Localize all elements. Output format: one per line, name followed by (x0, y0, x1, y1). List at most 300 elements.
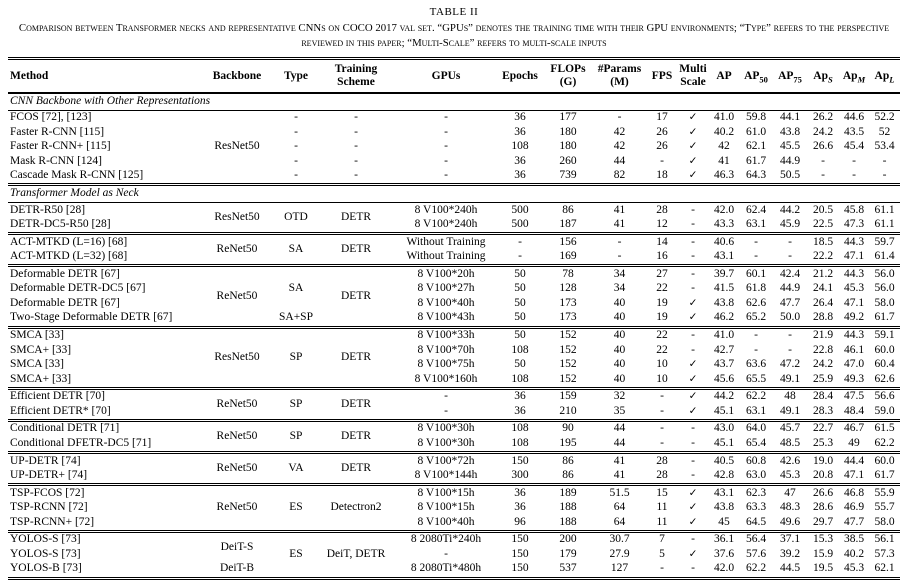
value-cell: 50.5 (779, 169, 801, 182)
value-cell: 36 (514, 111, 526, 124)
value-cell: 42.8 (713, 469, 735, 482)
value-cell: DeiT-S (220, 540, 254, 553)
value-cell: ReNet50 (216, 461, 258, 474)
table-row (8, 296, 900, 311)
value-cell: 34 (613, 267, 626, 280)
value-cell: ReNet50 (216, 242, 258, 255)
value-cell: - (788, 343, 792, 356)
value-cell: 47 (784, 486, 796, 499)
value-cell: - (882, 169, 887, 182)
value-cell: 41 (718, 154, 730, 167)
value-cell: 11 (656, 501, 668, 514)
method-group (8, 388, 900, 420)
column-header-method: Method (8, 59, 198, 93)
method-group (8, 203, 900, 234)
value-cell: 45.8 (843, 203, 865, 216)
value-cell: 36 (514, 125, 526, 138)
value-cell: 43.8 (713, 296, 735, 309)
value-cell: 44.4 (843, 454, 865, 467)
check-icon: ✓ (688, 501, 698, 514)
table-row (8, 154, 900, 169)
value-cell: 28 (656, 454, 668, 467)
value-cell: DETR (340, 429, 372, 442)
value-cell: 59.0 (874, 404, 895, 417)
value-cell: 46.3 (713, 169, 735, 182)
check-icon: ✓ (688, 390, 698, 403)
value-cell: - (617, 235, 622, 248)
value-cell: DETR (340, 461, 372, 474)
value-cell: 47.7 (779, 296, 801, 309)
value-cell: 127 (610, 562, 629, 575)
value-cell: 32 (613, 390, 626, 403)
value-cell: 48.4 (843, 404, 865, 417)
value-cell: 62.6 (745, 296, 767, 309)
value-cell: 179 (559, 547, 577, 560)
check-icon: ✓ (688, 486, 698, 499)
method-cell: UP-DETR [74] (10, 454, 81, 467)
value-cell: 152 (559, 358, 577, 371)
table-row (8, 469, 900, 485)
value-cell: 17 (656, 111, 668, 124)
value-cell: - (660, 562, 664, 575)
value-cell: 187 (559, 218, 577, 231)
value-cell: - (518, 235, 522, 248)
value-cell: 188 (559, 501, 577, 514)
value-cell: - (852, 169, 856, 182)
value-cell: 26.2 (812, 111, 834, 124)
value-cell: 22.7 (812, 422, 834, 435)
value-cell: 47.1 (843, 250, 865, 263)
value-cell: 42 (613, 140, 626, 153)
column-header-flops-g: FLOPs (G) (544, 59, 592, 93)
value-cell: 156 (559, 235, 577, 248)
method-cell: Faster R-CNN [115] (10, 125, 105, 138)
value-cell: 36 (514, 501, 526, 514)
value-cell: - (691, 562, 695, 575)
value-cell: 36.1 (713, 533, 735, 546)
value-cell: 739 (559, 169, 577, 182)
value-cell: ES (289, 501, 303, 514)
value-cell: 61.7 (874, 311, 895, 324)
value-cell: - (821, 154, 825, 167)
value-cell: 8 2080Ti*240h (410, 533, 482, 546)
value-cell: - (691, 235, 695, 248)
value-cell: 57.6 (745, 547, 767, 560)
value-cell: 96 (514, 515, 526, 528)
value-cell: 49.6 (779, 515, 801, 528)
value-cell: 58.0 (874, 515, 895, 528)
value-cell: 44.3 (843, 235, 865, 248)
value-cell: ResNet50 (214, 210, 260, 223)
table-caption-text: Comparison between Transformer necks and representative CNNs on COCO 2017 val set. “GPUs” denotes the training time with their GPU environments; “Type” refers to the perspective reviewed in this paper; “Multi-Scale” refers to multi-scale inputs (18, 22, 890, 49)
column-header-ap-s: $Ap_S$ (807, 59, 839, 93)
value-cell: 150 (511, 454, 529, 467)
value-cell: 21.9 (812, 329, 834, 342)
value-cell: 62.3 (745, 486, 767, 499)
value-cell: - (660, 422, 664, 435)
value-cell: 150 (511, 562, 529, 575)
value-cell: 177 (559, 111, 577, 124)
value-cell: 8 V100*75h (417, 358, 475, 371)
method-group (8, 531, 900, 578)
value-cell: 42.6 (779, 454, 801, 467)
value-cell: 65.2 (745, 311, 767, 324)
value-cell: 37.1 (779, 533, 801, 546)
value-cell: 36 (514, 404, 526, 417)
value-cell: 14 (656, 235, 668, 248)
value-cell: 8 V100*43h (417, 311, 475, 324)
value-cell: 57.3 (874, 547, 895, 560)
table-row (8, 501, 900, 516)
value-cell: - (882, 154, 887, 167)
value-cell: - (444, 111, 448, 124)
value-cell: 46.9 (843, 501, 865, 514)
value-cell: 180 (559, 140, 577, 153)
value-cell: 61.7 (745, 154, 767, 167)
value-cell: 49.2 (843, 311, 865, 324)
method-cell: YOLOS-S [73] (10, 533, 81, 546)
value-cell: 63.3 (745, 501, 767, 514)
method-cell: TSP-RCNN [72] (10, 501, 88, 514)
column-header-multi-scale: Multi Scale (677, 59, 709, 93)
value-cell: - (691, 329, 695, 342)
value-cell: - (354, 169, 358, 182)
method-cell: Faster R-CNN+ [115] (10, 140, 111, 153)
value-cell: - (444, 125, 448, 138)
value-cell: 24.2 (812, 358, 834, 371)
value-cell: 44.2 (713, 390, 735, 403)
value-cell: 60.1 (745, 267, 767, 280)
value-cell: - (294, 154, 298, 167)
value-cell: - (444, 547, 448, 560)
value-cell: 78 (562, 267, 574, 280)
value-cell: 44.2 (779, 203, 801, 216)
check-icon: ✓ (688, 515, 698, 528)
method-cell: YOLOS-B [73] (10, 562, 82, 575)
value-cell: - (788, 329, 792, 342)
value-cell: Without Training (406, 250, 486, 263)
value-cell: - (444, 169, 448, 182)
value-cell: 43.0 (713, 422, 735, 435)
value-cell: 195 (559, 436, 577, 449)
column-header-ap-l: $Ap_L$ (869, 59, 900, 93)
value-cell: ReNet50 (216, 289, 258, 302)
value-cell: - (294, 125, 298, 138)
value-cell: 28.3 (812, 404, 834, 417)
value-cell: 45.1 (713, 404, 735, 417)
table-row (8, 358, 900, 373)
value-cell: 8 V100*40h (417, 515, 475, 528)
value-cell: - (354, 111, 358, 124)
value-cell (677, 296, 709, 311)
value-cell (677, 485, 709, 501)
value-cell: - (444, 404, 448, 417)
value-cell: 10 (656, 358, 668, 371)
value-cell: 52.2 (874, 111, 895, 124)
value-cell: - (788, 250, 792, 263)
value-cell: 42.0 (713, 203, 735, 216)
table-row (8, 203, 900, 218)
value-cell: 210 (559, 404, 577, 417)
method-group (8, 453, 900, 485)
value-cell (677, 110, 709, 125)
value-cell: 52 (878, 125, 891, 138)
method-group (8, 485, 900, 532)
value-cell: 18 (656, 169, 668, 182)
value-cell: 22 (656, 282, 668, 295)
value-cell: 62.2 (745, 390, 767, 403)
value-cell: 43.5 (843, 125, 865, 138)
table-row (8, 140, 900, 155)
value-cell: DETR (340, 210, 372, 223)
value-cell: 8 V100*30h (417, 436, 475, 449)
value-cell: ReNet50 (216, 501, 258, 514)
value-cell: 44.3 (843, 329, 865, 342)
value-cell: - (660, 436, 664, 449)
comparison-table (8, 57, 900, 579)
method-cell: Two-Stage Deformable DETR [67] (10, 311, 173, 324)
value-cell: 45.3 (843, 282, 865, 295)
value-cell: 44 (613, 154, 626, 167)
value-cell: 108 (511, 422, 529, 435)
value-cell: 51.5 (609, 486, 630, 499)
value-cell: 26.4 (812, 296, 834, 309)
value-cell: 44.1 (779, 111, 801, 124)
value-cell: - (354, 154, 358, 167)
value-cell: 42 (613, 125, 626, 138)
value-cell: 86 (562, 469, 574, 482)
value-cell: 47.1 (843, 469, 865, 482)
value-cell: 61.8 (745, 282, 767, 295)
value-cell: 44.5 (779, 562, 801, 575)
value-cell: 24.2 (812, 125, 834, 138)
value-cell: - (691, 469, 695, 482)
value-cell: 46.2 (713, 311, 735, 324)
value-cell: 22 (656, 329, 668, 342)
value-cell: 40 (613, 311, 626, 324)
method-group (8, 234, 900, 266)
value-cell: SA (288, 242, 304, 255)
check-icon: ✓ (688, 404, 698, 417)
table-row (8, 311, 900, 327)
column-header-backbone: Backbone (198, 59, 276, 93)
value-cell: 8 V100*40h (417, 296, 475, 309)
value-cell: 8 V100*15h (417, 501, 475, 514)
value-cell: 150 (511, 547, 529, 560)
value-cell: - (754, 329, 758, 342)
value-cell: 22.8 (812, 343, 834, 356)
value-cell: 11 (656, 515, 668, 528)
value-cell: 152 (559, 372, 577, 385)
value-cell: 55.9 (874, 486, 895, 499)
value-cell: VA (288, 461, 304, 474)
value-cell: 15.3 (812, 533, 834, 546)
value-cell: 45.1 (713, 436, 735, 449)
table-row (8, 282, 900, 297)
value-cell: 59.1 (874, 329, 895, 342)
value-cell: 62.1 (874, 562, 895, 575)
method-cell: FCOS [72], [123] (10, 111, 92, 124)
value-cell: 64.5 (745, 515, 767, 528)
value-cell: - (691, 250, 695, 263)
value-cell: 37.6 (713, 547, 735, 560)
value-cell: ReNet50 (216, 429, 258, 442)
value-cell: 44 (613, 422, 626, 435)
value-cell (677, 154, 709, 169)
table-row (8, 531, 900, 547)
method-cell: UP-DETR+ [74] (10, 469, 88, 482)
value-cell: - (617, 111, 622, 124)
value-cell: 44.3 (843, 267, 865, 280)
value-cell: 63.6 (745, 358, 767, 371)
value-cell: - (821, 169, 825, 182)
value-cell: 49.1 (779, 404, 801, 417)
value-cell: - (691, 203, 695, 216)
method-cell: SMCA+ [33] (10, 372, 72, 385)
value-cell: 28 (656, 469, 668, 482)
value-cell (677, 125, 709, 140)
value-cell: 45.7 (779, 422, 801, 435)
value-cell: 59.7 (874, 235, 895, 248)
value-cell: - (660, 154, 664, 167)
value-cell: DETR (340, 289, 372, 302)
value-cell: 47.1 (843, 296, 865, 309)
value-cell: - (444, 154, 448, 167)
value-cell: 63.0 (745, 469, 767, 482)
table-row (8, 453, 900, 469)
value-cell: 60.0 (874, 343, 895, 356)
value-cell: 200 (559, 533, 577, 546)
value-cell: 50 (514, 282, 526, 295)
method-cell: DETR-DC5-R50 [28] (10, 218, 111, 231)
value-cell: 8 V100*27h (417, 282, 475, 295)
value-cell: 128 (559, 282, 577, 295)
value-cell: 82 (613, 169, 626, 182)
value-cell: 60.0 (874, 454, 895, 467)
value-cell: 36 (514, 154, 526, 167)
value-cell: 8 V100*30h (417, 422, 475, 435)
value-cell: 50 (514, 296, 526, 309)
value-cell: 60.4 (874, 358, 895, 371)
value-cell: 150 (511, 533, 529, 546)
value-cell: 42.7 (713, 343, 735, 356)
value-cell: 28 (656, 203, 668, 216)
value-cell: - (754, 235, 758, 248)
value-cell: 8 V100*240h (414, 218, 478, 231)
value-cell: 45.3 (779, 469, 801, 482)
value-cell: 22.2 (812, 250, 834, 263)
table-row (8, 436, 900, 452)
value-cell: 44.9 (779, 282, 801, 295)
value-cell: 45 (718, 515, 730, 528)
value-cell: 44.6 (843, 111, 865, 124)
column-header-ap: AP (709, 59, 739, 93)
value-cell: 63.1 (745, 404, 767, 417)
value-cell: 47.5 (843, 390, 865, 403)
value-cell: 43.1 (713, 486, 735, 499)
value-cell: 64.3 (745, 169, 767, 182)
value-cell: 41.0 (713, 329, 735, 342)
table-row (8, 266, 900, 282)
table-row (8, 234, 900, 250)
value-cell: - (444, 390, 448, 403)
value-cell: 64 (613, 501, 626, 514)
value-cell: - (691, 282, 695, 295)
value-cell: 21.2 (812, 267, 834, 280)
value-cell: 173 (559, 296, 577, 309)
table-row (8, 485, 900, 501)
value-cell: 8 V100*240h (414, 203, 478, 216)
value-cell: 48.5 (779, 436, 801, 449)
value-cell: 62.4 (745, 203, 767, 216)
value-cell: 61.0 (745, 125, 767, 138)
value-cell: 50.0 (779, 311, 801, 324)
value-cell: ES (289, 547, 303, 560)
value-cell: 44 (613, 436, 626, 449)
value-cell: 61.1 (874, 203, 895, 216)
value-cell: 7 (659, 533, 665, 546)
value-cell (677, 140, 709, 155)
method-group (8, 266, 900, 327)
value-cell: 46.7 (843, 422, 865, 435)
table-header-row (8, 59, 900, 93)
value-cell (677, 372, 709, 388)
value-cell: - (754, 250, 758, 263)
method-cell: SMCA [33] (10, 329, 64, 342)
value-cell: 20.5 (812, 203, 834, 216)
value-cell: - (691, 533, 695, 546)
value-cell: 8 V100*144h (414, 469, 478, 482)
method-cell: ACT-MTKD (L=32) [68] (10, 250, 128, 263)
value-cell: 19 (656, 296, 668, 309)
value-cell: 42.0 (713, 562, 735, 575)
check-icon: ✓ (688, 111, 698, 124)
value-cell: 56.6 (874, 390, 895, 403)
value-cell: DETR (340, 350, 372, 363)
value-cell: 8 V100*15h (417, 486, 475, 499)
value-cell: 40.2 (713, 125, 735, 138)
value-cell: 28.4 (812, 390, 834, 403)
value-cell: 56.0 (874, 282, 895, 295)
value-cell: 20.8 (812, 469, 834, 482)
check-icon: ✓ (688, 547, 698, 560)
table-row (8, 388, 900, 404)
column-header-ap-50: $AP_{50}$ (739, 59, 773, 93)
value-cell: 108 (511, 372, 529, 385)
table-row (8, 404, 900, 420)
value-cell: 19.5 (812, 562, 834, 575)
value-cell: 46.1 (843, 343, 865, 356)
value-cell: 45.4 (843, 140, 865, 153)
value-cell: 61.1 (874, 218, 895, 231)
value-cell: 59.8 (745, 111, 767, 124)
value-cell: 49.1 (779, 372, 801, 385)
value-cell: 65.5 (745, 372, 767, 385)
value-cell: 8 V100*70h (417, 343, 475, 356)
value-cell: 47.2 (779, 358, 801, 371)
value-cell: 47.3 (843, 218, 865, 231)
value-cell: 41 (613, 218, 626, 231)
value-cell (677, 358, 709, 373)
table-caption-label: TABLE II (429, 6, 479, 18)
value-cell: 46.8 (843, 486, 865, 499)
method-cell: Deformable DETR-DC5 [67] (10, 282, 146, 295)
table-row (8, 343, 900, 358)
value-cell: DETR (340, 397, 372, 410)
method-group (8, 420, 900, 452)
value-cell: 500 (511, 203, 529, 216)
column-header-gpus: GPUs (396, 59, 496, 93)
